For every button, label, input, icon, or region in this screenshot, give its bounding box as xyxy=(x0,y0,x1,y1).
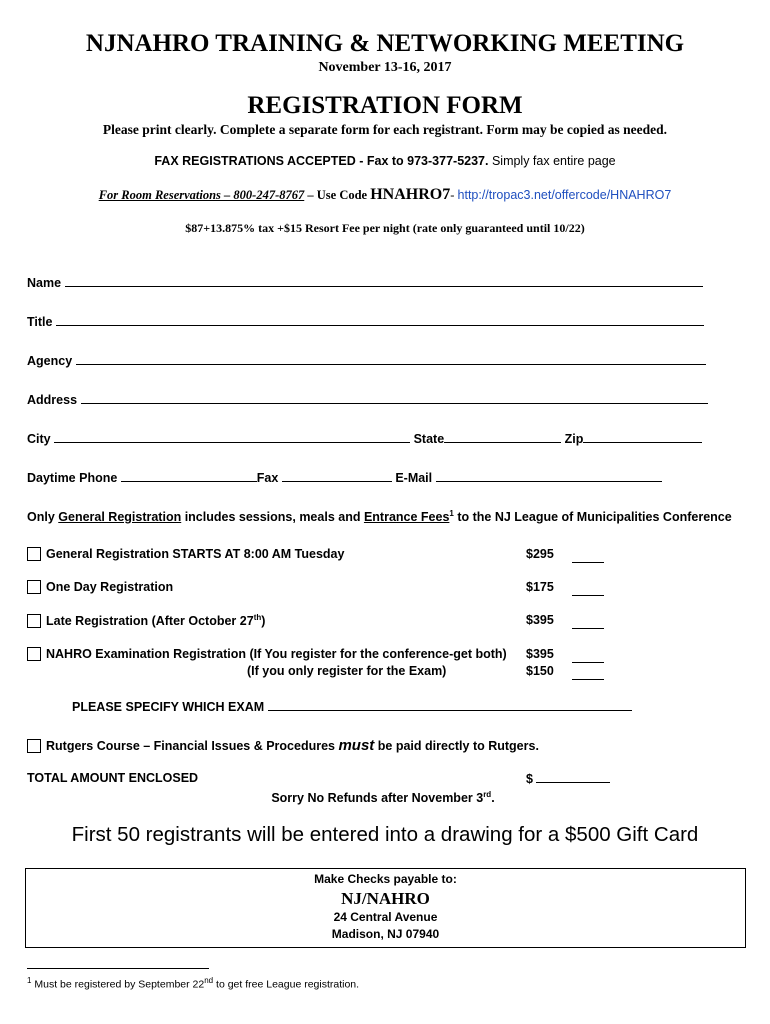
payable-city: Madison, NJ 07940 xyxy=(331,927,440,941)
payable-label: Make Checks payable to: xyxy=(314,872,457,886)
total-amount[interactable]: $ xyxy=(526,771,610,786)
zip-label: Zip xyxy=(564,432,584,446)
checkbox[interactable] xyxy=(27,614,41,628)
fax-rest: Simply fax entire page xyxy=(488,154,616,168)
option-exam-only: (If you only register for the Exam) xyxy=(247,664,447,678)
registration-note: Only General Registration includes sessions, meals and Entrance Fees$^1$ to the NJ League of Municipalities Conference xyxy=(27,509,732,525)
exam-specify[interactable]: PLEASE SPECIFY WHICH EXAM xyxy=(72,699,632,714)
payable-street: 24 Central Avenue xyxy=(333,910,438,924)
event-date: November 13-16, 2017 xyxy=(318,60,452,75)
checkbox[interactable] xyxy=(27,647,41,661)
name-field[interactable] xyxy=(27,275,703,290)
fax-bold: FAX REGISTRATIONS ACCEPTED - Fax to 973-377-5237. xyxy=(154,154,489,168)
fax-label: Fax xyxy=(256,471,279,485)
price-exam: $395 xyxy=(526,647,554,661)
amount-blank[interactable] xyxy=(572,550,604,563)
checkbox[interactable] xyxy=(27,739,41,753)
room-link[interactable]: http://tropac3.net/offercode/HNAHRO7 xyxy=(457,188,672,202)
price-general: $295 xyxy=(526,547,554,561)
option-general[interactable]: General Registration STARTS AT 8:00 AM Tuesday xyxy=(27,547,344,561)
footnote: $^1$ Must be registered by September 22nd to get free League registration. xyxy=(27,976,360,991)
refund-note: Sorry No Refunds after November 3rd. xyxy=(271,790,495,806)
phone-label: Daytime Phone xyxy=(27,471,118,485)
price-one-day: $175 xyxy=(526,580,554,594)
room-reservation-line xyxy=(0,186,770,204)
price-late: $395 xyxy=(526,613,554,627)
document-title: NJNAHRO TRAINING & NETWORKING MEETING xyxy=(85,30,685,57)
amount-blank[interactable] xyxy=(572,667,604,680)
room-code: HNAHRO7 xyxy=(370,186,451,203)
name-label: Name xyxy=(27,276,62,290)
rate-line: $87+13.875% tax +$15 Resort Fee per night (rate only guaranteed until 10/22) xyxy=(185,221,585,235)
instructions: Please print clearly. Complete a separate form for each registrant. Form may be copied as needed. xyxy=(102,122,668,137)
room-label: For Room Reservations – 800-247-8767 xyxy=(98,188,305,202)
amount-blank[interactable] xyxy=(572,583,604,596)
room-dash: - xyxy=(450,188,458,202)
phone-fax-email-field[interactable] xyxy=(27,470,662,485)
option-late[interactable]: Late Registration (After October 27th) xyxy=(27,613,265,628)
drawing-note: First 50 registrants will be entered into a drawing for a $500 Gift Card xyxy=(71,823,699,846)
city-label: City xyxy=(27,432,51,446)
email-label: E-Mail xyxy=(395,471,433,485)
address-label: Address xyxy=(27,393,78,407)
option-rutgers[interactable]: Rutgers Course – Financial Issues & Procedures must be paid directly to Rutgers. xyxy=(27,737,539,754)
payable-org: NJ/NAHRO xyxy=(341,889,430,908)
price-exam-only: $150 xyxy=(526,664,554,678)
amount-blank[interactable] xyxy=(572,616,604,629)
option-exam[interactable]: NAHRO Examination Registration (If You register for the conference-get both) xyxy=(27,647,507,661)
title-field[interactable] xyxy=(27,314,704,329)
footnote-rule xyxy=(27,968,209,969)
city-state-zip-field[interactable] xyxy=(27,431,702,446)
agency-field[interactable] xyxy=(27,353,706,368)
room-code-prefix: – Use Code xyxy=(304,188,371,202)
total-label: TOTAL AMOUNT ENCLOSED xyxy=(27,771,199,785)
fax-line xyxy=(0,154,770,168)
amount-blank[interactable] xyxy=(572,650,604,663)
title-label: Title xyxy=(27,315,53,329)
address-field[interactable] xyxy=(27,392,708,407)
form-title: REGISTRATION FORM xyxy=(247,92,523,119)
payable-box xyxy=(25,868,746,948)
state-label: State xyxy=(413,432,445,446)
checkbox[interactable] xyxy=(27,580,41,594)
option-one-day[interactable]: One Day Registration xyxy=(27,580,173,594)
agency-label: Agency xyxy=(27,354,73,368)
checkbox[interactable] xyxy=(27,547,41,561)
